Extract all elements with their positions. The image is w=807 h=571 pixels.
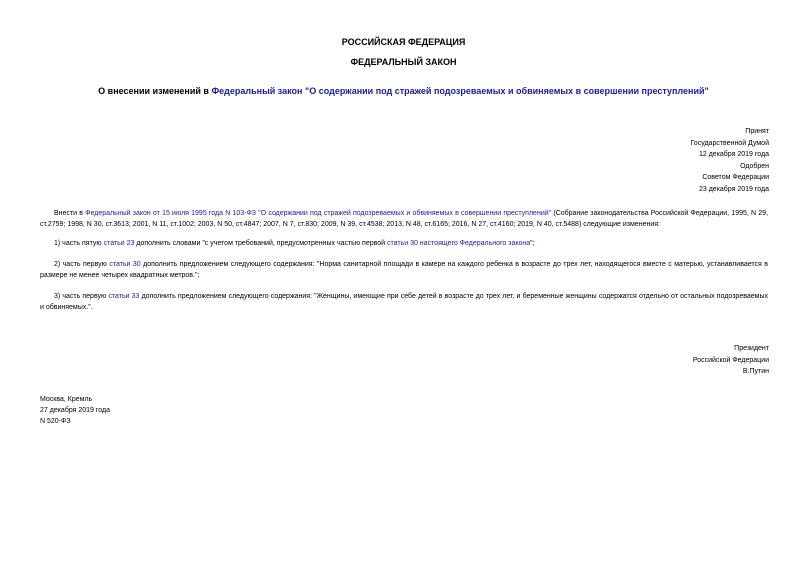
signature-line: Президент <box>734 345 769 352</box>
signature-line: Российской Федерации <box>692 356 769 364</box>
paragraph-text: дополнить словами "с учетом требований, предусмотренных частью первой <box>134 240 387 247</box>
paragraph-text: (Собрание законодательства Российской Федерации, 1995, N 29, ст.2759; 1998, N 30, ст.3613; 2001, N 11, ст.1002; 2003, N 50, ст.4847; 2007, N 7, ст.830; 2009, N 39, ст.4538; 2013, N 48, ст.6165; 2016, N 27, ст.4160; 2019, N 40, ст.5488) следующие изменения: <box>40 210 769 228</box>
paragraph-text: 1) часть пятую <box>54 240 104 247</box>
approval-line: 23 декабря 2019 года <box>698 185 769 193</box>
law-number-line: N 520-ФЗ <box>40 418 71 425</box>
date-line: 27 декабря 2019 года <box>40 407 111 414</box>
signature-block <box>693 343 769 378</box>
paragraph-text: Внести в <box>54 210 86 217</box>
place-line: Москва, Кремль <box>40 396 93 403</box>
law-title-link[interactable]: Федеральный закон "О содержании под стражей подозреваемых и обвиняемых в совершении преступлений" <box>211 86 709 96</box>
signature-line: В.Путин <box>742 368 769 375</box>
paragraph-item-3 <box>40 291 768 313</box>
adoption-block <box>690 126 769 195</box>
approval-line: Советом Федерации <box>702 174 769 181</box>
federal-law-link[interactable]: Федеральный закон от 15 июля 1995 года N 103-ФЗ "О содержании под стражей подозреваемых и обвиняемых в совершении преступлений" <box>85 210 552 217</box>
law-title <box>0 86 807 96</box>
article-30-link[interactable]: статьи 30 <box>109 261 141 268</box>
paragraph-intro <box>40 208 768 230</box>
country-heading: РОССИЙСКАЯ ФЕДЕРАЦИЯ <box>341 37 466 47</box>
adoption-line: Принят <box>745 128 769 135</box>
approval-line: Одобрен <box>740 162 769 170</box>
adoption-line: Государственной Думой <box>690 139 769 147</box>
paragraph-text: дополнить предложением следующего содержания: "Женщины, имеющие при себе детей в возрасте до трех лет, и беременные женщины содержатся отдельно от остальных подозреваемых и обвиняемых.". <box>40 293 768 311</box>
adoption-line: 12 декабря 2019 года <box>698 151 769 158</box>
paragraph-item-1 <box>40 238 768 249</box>
paragraph-text: "; <box>530 240 535 247</box>
paragraph-text: дополнить предложением следующего содержания: "Норма санитарной площади в камере на каждого ребенка в возрасте до трех лет, находящегося вместе с матерью, устанавливается в размере не менее четырех квадратных метров."; <box>40 261 768 279</box>
paragraph-text: 3) часть первую <box>54 293 109 300</box>
article-30-law-link[interactable]: статьи 30 настоящего Федерального закона <box>387 240 531 247</box>
place-date-block <box>40 394 110 427</box>
article-33-link[interactable]: статьи 33 <box>108 293 140 300</box>
document-type-heading: ФЕДЕРАЛЬНЫЙ ЗАКОН <box>350 57 457 67</box>
article-23-link[interactable]: статьи 23 <box>103 240 135 247</box>
paragraph-text: 2) часть первую <box>54 261 110 268</box>
paragraph-item-2 <box>40 259 768 281</box>
law-title-prefix: О внесении изменений в <box>98 86 212 96</box>
